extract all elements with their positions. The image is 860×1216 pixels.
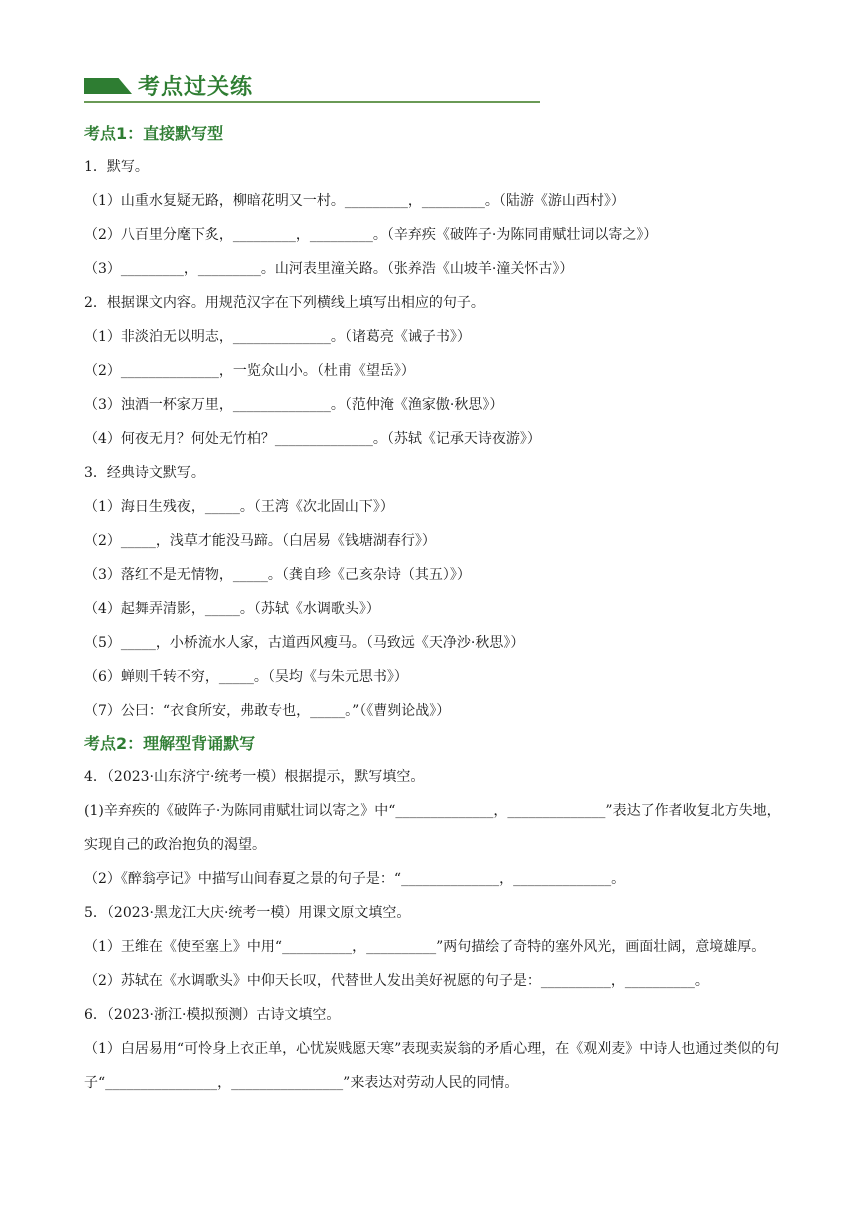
question-line: （3）_________，_________。山河表里潼关路。（张养浩《山坡羊·潼关怀古》） [84,261,574,277]
section1-title: 考点1：直接默写型 [84,124,224,143]
question-line: （4）何夜无月？何处无竹柏？______________。（苏轼《记承天诗夜游》） [84,431,541,447]
question-5-part-2: （2）苏轼在《水调歌头》中仰天长叹，代替世人发出美好祝愿的句子是：__________，__________。 [84,973,709,989]
question-line: （6）蝉则千转不穷，_____。（吴均《与朱元思书》） [84,669,408,685]
question-4-part-2: （2）《醉翁亭记》中描写山间春夏之景的句子是：“______________，______________。 [84,871,626,887]
question-4-part-1: (1)辛弃疾的《破阵子·为陈同甫赋壮词以寄之》中“______________，______________”表达了作者收复北方失地，实现自己的政治抱负的渴望。 [84,803,781,853]
question-line: （1）山重水复疑无路，柳暗花明又一村。_________，_________。（陆游《游山西村》） [84,193,625,209]
question-line: （2）八百里分麾下炙，_________，_________。（辛弃疾《破阵子·为陈同甫赋壮词以寄之》） [84,227,658,243]
question-line: 3．经典诗文默写。 [84,465,205,481]
question-line: （1）非淡泊无以明志，______________。（诸葛亮《诫子书》） [84,329,471,345]
question-6-part-1: （1）白居易用“可怜身上衣正单，心忧炭贱愿天寒”表现卖炭翁的矛盾心理，在《观刈麦》中诗人也通过类似的句子“________________，________________”来表达对劳动人民的同情。 [84,1041,780,1091]
question-line: （2）_____，浅草才能没马蹄。（白居易《钱塘湖春行》） [84,533,436,549]
banner-title: 考点过关练 [138,75,254,100]
question-line: （3）浊酒一杯家万里，______________。（范仲淹《渔家傲·秋思》） [84,397,504,413]
banner-decoration [84,78,132,94]
question-line: （1）海日生残夜，_____。（王湾《次北固山下》） [84,499,394,515]
question-5-part-1: （1）王维在《使至塞上》中用“__________，__________”两句描绘了奇特的塞外风光，画面壮阔，意境雄厚。 [84,939,766,955]
question-line: （2）______________，一览众山小。（杜甫《望岳》） [84,363,415,379]
question-line: （7）公曰：“衣食所安，弗敢专也，_____。”（《曹刿论战》） [84,703,451,719]
document-body [84,118,784,1100]
question-line: 1．默写。 [84,159,149,175]
question-5-heading: 5．（2023·黑龙江大庆·统考一模）用课文原文填空。 [84,905,411,921]
question-line: （3）落红不是无情物，_____。（龚自珍《己亥杂诗（其五）》） [84,567,471,583]
question-line: 2．根据课文内容。用规范汉字在下列横线上填写出相应的句子。 [84,295,485,311]
question-line: （5）_____，小桥流水人家，古道西风瘦马。（马致远《天净沙·秋思》） [84,635,525,651]
question-line: （4）起舞弄清影，_____。（苏轼《水调歌头》） [84,601,380,617]
question-6-heading: 6．（2023·浙江·模拟预测）古诗文填空。 [84,1007,341,1023]
section-banner [84,70,540,104]
banner-divider [84,101,540,103]
question-4-heading: 4．（2023·山东济宁·统考一模）根据提示，默写填空。 [84,769,425,785]
section2-title: 考点2：理解型背诵默写 [84,734,256,753]
